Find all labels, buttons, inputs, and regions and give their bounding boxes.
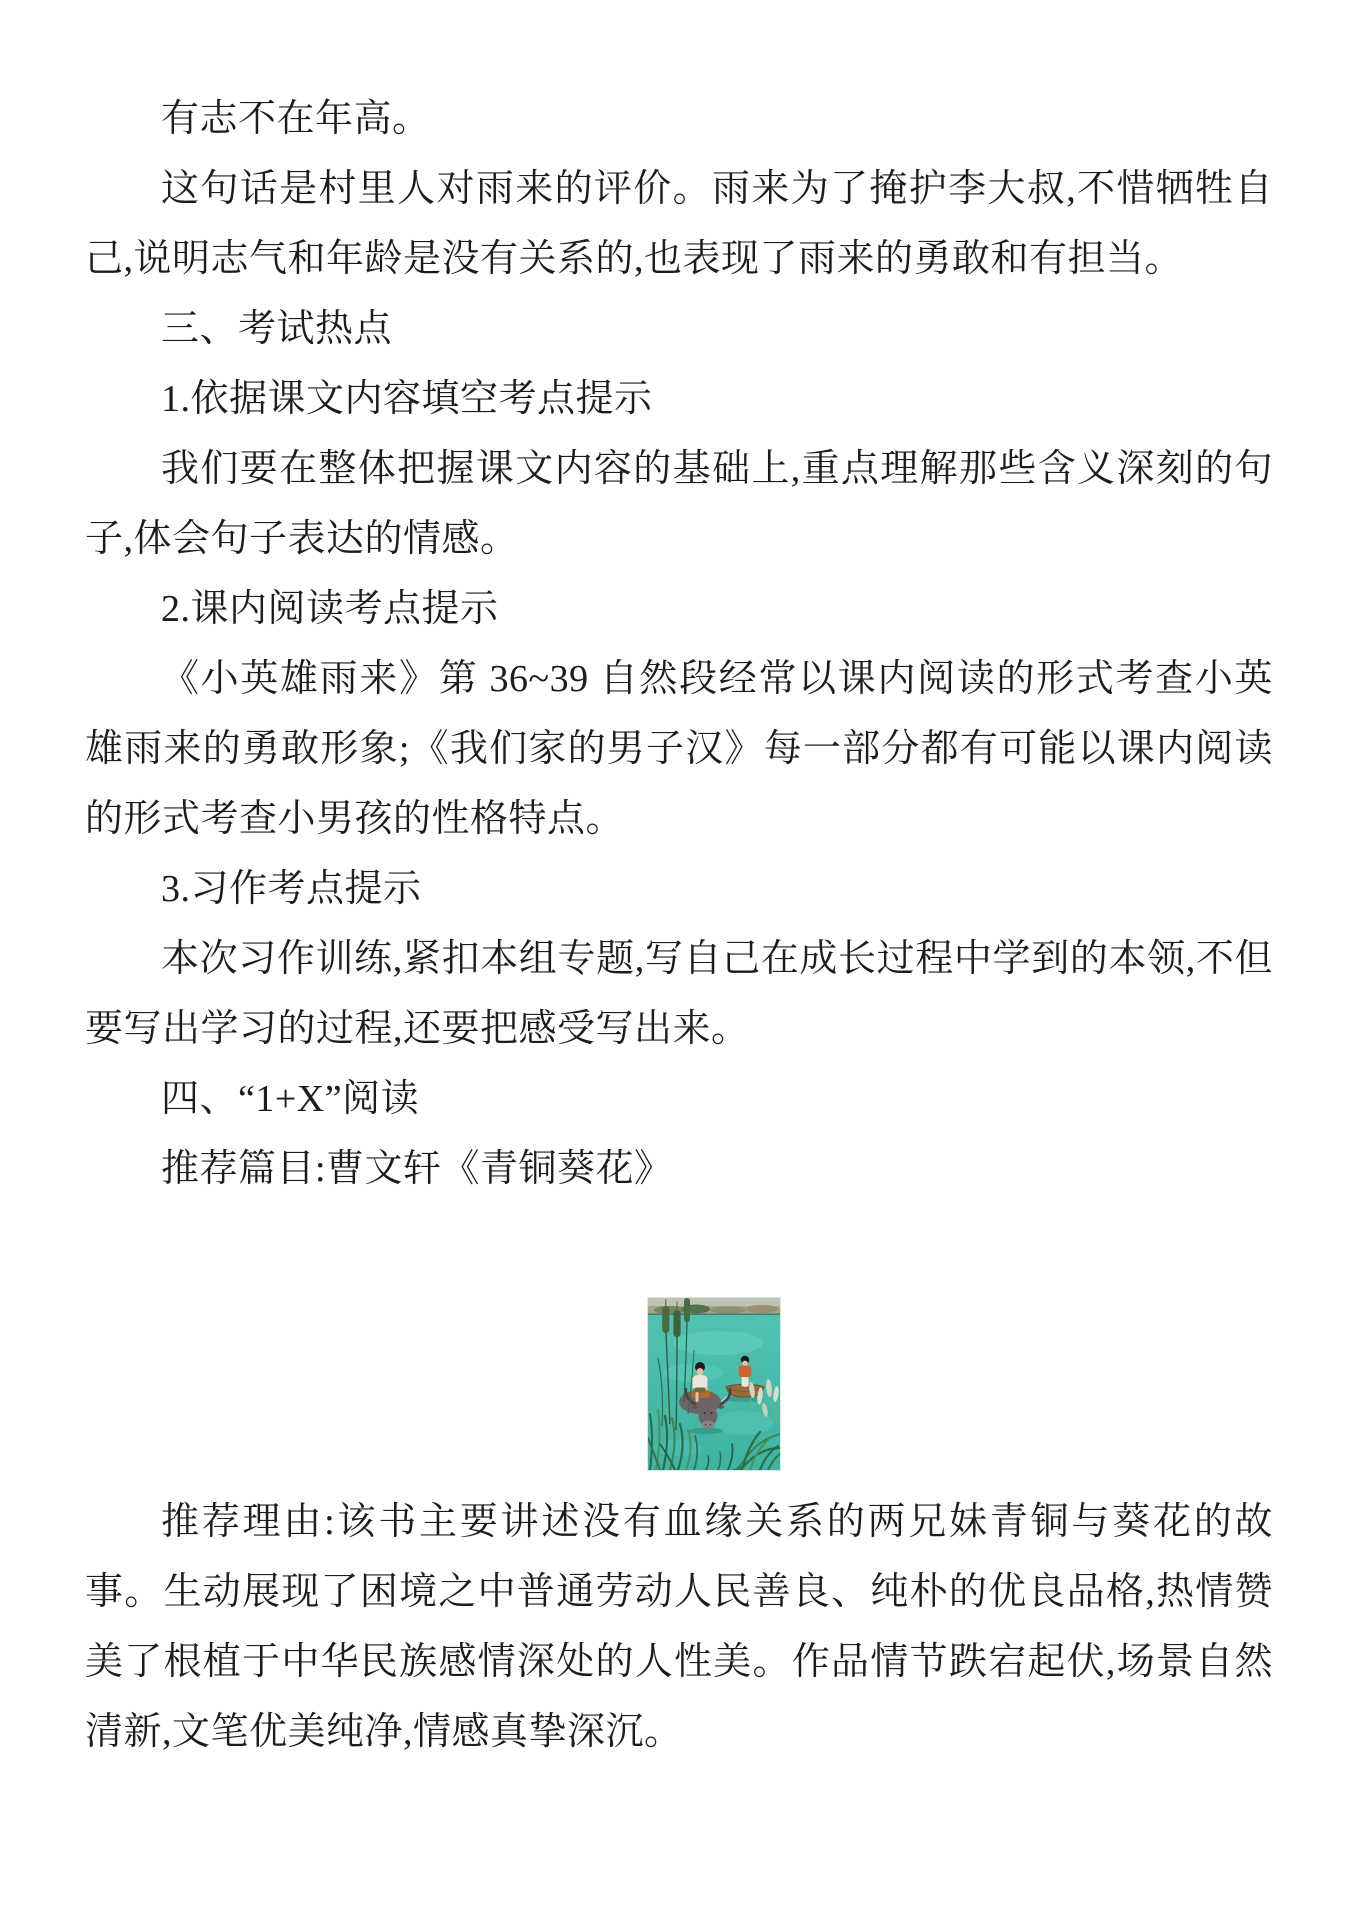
heading-point-3: 3.习作考点提示 bbox=[161, 868, 422, 910]
paragraph-recommended-title: 推荐篇目:曹文轩《青铜葵花》 bbox=[161, 1148, 673, 1190]
paragraph-point-2: 《小英雄雨来》第 36~39 自然段经常以课内阅读的形式考查小英雄雨来的勇敢形象;《我们家的男子汉》每一部分都有可能以课内阅读的形式考查小男孩的性格特点。 bbox=[85, 658, 1273, 840]
heading-point-2: 2.课内阅读考点提示 bbox=[161, 588, 499, 630]
book-cover-figure bbox=[648, 1298, 780, 1470]
heading-point-1: 1.依据课文内容填空考点提示 bbox=[161, 378, 653, 420]
paragraph-quote-analysis: 这句话是村里人对雨来的评价。雨来为了掩护李大叔,不惜牺牲自己,说明志气和年龄是没有关系的,也表现了雨来的勇敢和有担当。 bbox=[85, 168, 1273, 280]
heading-section-three: 三、考试热点 bbox=[161, 308, 393, 350]
heading-section-four: 四、“1+X”阅读 bbox=[161, 1078, 420, 1120]
document-content bbox=[85, 84, 1273, 1767]
paragraph-quote: 有志不在年高。 bbox=[161, 98, 431, 140]
paragraph-point-3: 本次习作训练,紧扣本组专题,写自己在成长过程中学到的本领,不但要写出学习的过程,还要把感受写出来。 bbox=[85, 938, 1273, 1050]
book-cover-illustration bbox=[648, 1298, 780, 1470]
paragraph-recommendation-reason: 推荐理由:该书主要讲述没有血缘关系的两兄妹青铜与葵花的故事。生动展现了困境之中普通劳动人民善良、纯朴的优良品格,热情赞美了根植于中华民族感情深处的人性美。作品情节跌宕起伏,场景自然清新,文笔优美纯净,情感真挚深沉。 bbox=[85, 1501, 1273, 1753]
paragraph-point-1: 我们要在整体把握课文内容的基础上,重点理解那些含义深刻的句子,体会句子表达的情感。 bbox=[85, 448, 1273, 560]
